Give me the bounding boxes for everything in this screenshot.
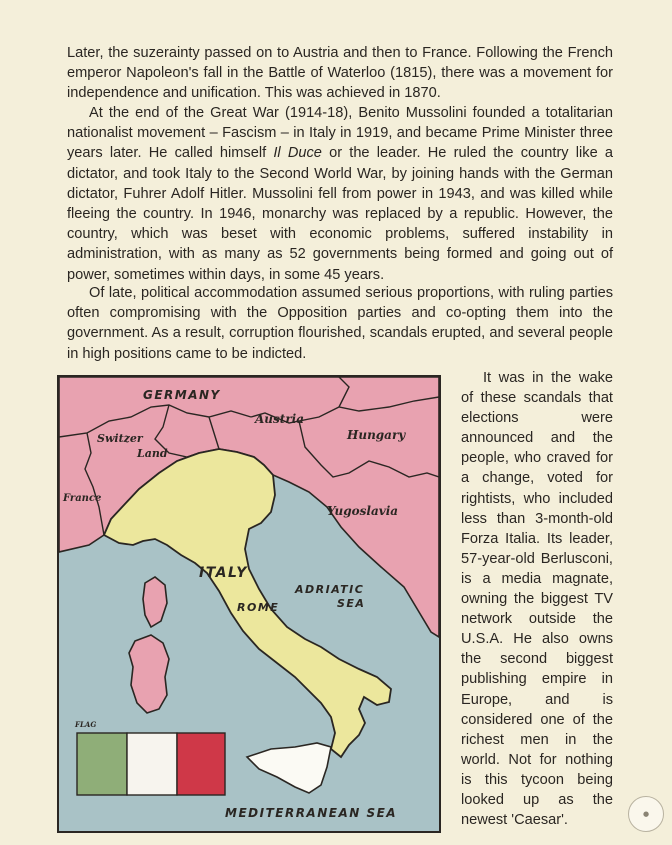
label-flag: FLAG: [75, 720, 97, 729]
map-sicily: [247, 743, 331, 793]
italy-map: [57, 375, 441, 833]
paragraph-corruption-text: Of late, political accommodation assumed serious proportions, with ruling parties often compromising with the Opposition parties and co-opting them into the government. As a result, corruption flourished, scandals erupted, and several people in high positions came to be indicted.: [67, 285, 613, 362]
sidebar-column: [461, 368, 613, 830]
label-italy: ITALY: [199, 565, 248, 581]
label-mediterranean: MEDITERRANEAN SEA: [225, 806, 398, 820]
paragraph-mussolini-text-b: or the leader. He ruled the country like a dictator, and took Italy to the Second World War, by joining hands with the German dictator, Fuhrer Adolf Hitler. Mussolini fell from power in 1943, and was killed while fleeing the country. In 1946, monarchy was replaced by a republic. However, the country, which was beset with economic problems, suffered instability in administration, with as many as 52 governments being formed and going out of power, sometimes within days, in some 45 years.: [67, 145, 614, 283]
label-austria: Austria: [255, 412, 304, 426]
label-france: France: [63, 493, 102, 504]
paragraph-corruption: [67, 283, 613, 364]
label-yugoslavia: Yugoslavia: [327, 504, 399, 518]
flag-white-stripe: [127, 733, 177, 795]
map-sardinia: [129, 635, 169, 713]
publisher-stamp-icon: ●: [628, 796, 664, 832]
label-rome: ROME: [237, 601, 280, 614]
label-adriatic-sea: SEA: [337, 597, 366, 610]
label-switzerland-line1: Switzer: [97, 432, 143, 445]
paragraph-history-text: Later, the suzerainty passed on to Austria and then to France. Following the French emperor Napoleon's fall in the Battle of Waterloo (1815), there was a movement for independence and unification. This was achieved in 1870.: [67, 45, 613, 102]
il-duce-italic: Il Duce: [273, 145, 322, 162]
sidebar-column-text: It was in the wake of these scandals that elections were announced and the people, who craved for a change, voted for rightists, who included less than 3-month-old Forza Italia. Its leader, 57-year-old Berlusconi, is a media magnate, owning the biggest TV network outside the U.S.A. He also owns the second biggest publishing empire in Europe, and is considered one of the richest men in the world. Not for nothing is this tycoon being looked up as the newest 'Caesar'.: [461, 370, 613, 829]
italian-flag: [77, 733, 225, 795]
paragraph-mussolini-text-a: At the end of the Great War (1914-18), Benito Mussolini founded a totalitarian nationalist movement – Fascism – in Italy in 1919, and became Prime Minister three years later. He called himself: [67, 105, 613, 162]
paragraph-history: [67, 43, 613, 104]
label-germany: GERMANY: [143, 388, 221, 402]
flag-red-stripe: [177, 733, 225, 795]
italy-map-drawing: [59, 377, 439, 831]
label-switzerland-line2: Land: [137, 447, 168, 460]
label-hungary: Hungary: [347, 428, 406, 442]
label-adriatic: ADRIATIC: [295, 583, 365, 596]
flag-green-stripe: [77, 733, 127, 795]
paragraph-mussolini: [67, 103, 613, 285]
map-corsica: [143, 577, 167, 627]
